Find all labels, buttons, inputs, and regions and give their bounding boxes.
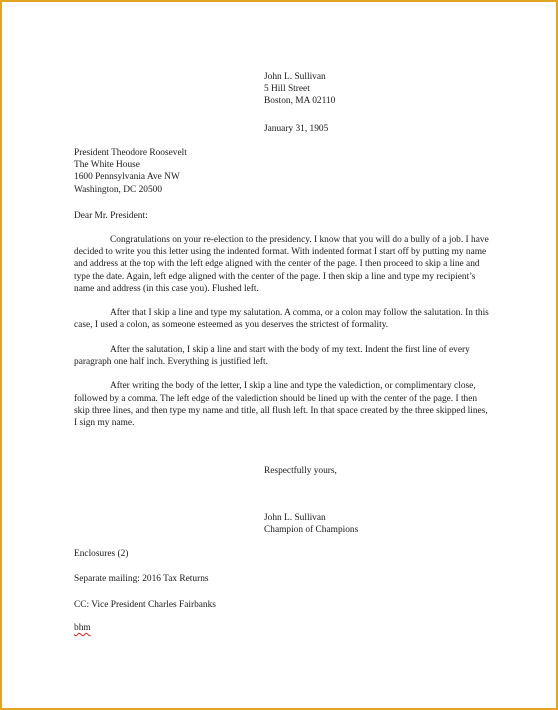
letter-date: January 31, 1905 xyxy=(264,124,329,134)
signer-title: Champion of Champions xyxy=(264,525,359,536)
initials-text: bhm xyxy=(74,623,91,633)
separate-mailing-note: Separate mailing: 2016 Tax Returns xyxy=(74,574,209,584)
body-paragraph: After that I skip a line and type my salutation. A comma, or a colon may follow the salutation. In this case, I used a colon, as someone esteemed as you deserves the strictest of formality. xyxy=(74,308,489,331)
complimentary-close: Respectfully yours, xyxy=(264,466,337,476)
letter-body xyxy=(74,234,490,441)
body-paragraph: After writing the body of the letter, I skip a line and type the valediction, or complimentary close, followed by a comma. The left edge of the valediction should be lined up with the center of the page. I then skip three lines, and then type my name and title, all flush left. In that space created by the three skipped lines, I sign my name. xyxy=(74,381,488,428)
enclosures-note: Enclosures (2) xyxy=(74,549,129,559)
cc-note: CC: Vice President Charles Fairbanks xyxy=(74,600,216,610)
sender-name: John L. Sullivan xyxy=(264,72,326,82)
recipient-street: 1600 Pennsylvania Ave NW xyxy=(74,172,180,183)
recipient-name: President Theodore Roosevelt xyxy=(74,148,187,158)
signer-name: John L. Sullivan xyxy=(264,513,326,523)
sender-street: 5 Hill Street xyxy=(264,84,310,95)
salutation: Dear Mr. President: xyxy=(74,211,148,221)
signature-block xyxy=(264,512,484,536)
sender-city: Boston, MA 02110 xyxy=(264,96,336,107)
sender-address-block xyxy=(264,71,484,108)
recipient-city: Washington, DC 20500 xyxy=(74,184,163,195)
body-paragraph: Congratulations on your re-election to the presidency. I know that you will do a bully of a job. I have decided to write you this letter using the indented format. With indented format I start off by putting my name and address at the top with the left edge aligned with the center of the page. I then proceed to skip a line and type the date. Again, left edge aligned with the center of the page. I then skip a line and type my recipient’s name and address (in this case you). Flushed left. xyxy=(74,235,489,294)
body-paragraph: After the salutation, I skip a line and start with the body of my text. Indent the first line of every paragraph one half inch. Everything is justified left. xyxy=(74,344,470,367)
recipient-org: The White House xyxy=(74,160,140,171)
recipient-address-block xyxy=(74,147,374,196)
typist-initials xyxy=(74,622,174,634)
